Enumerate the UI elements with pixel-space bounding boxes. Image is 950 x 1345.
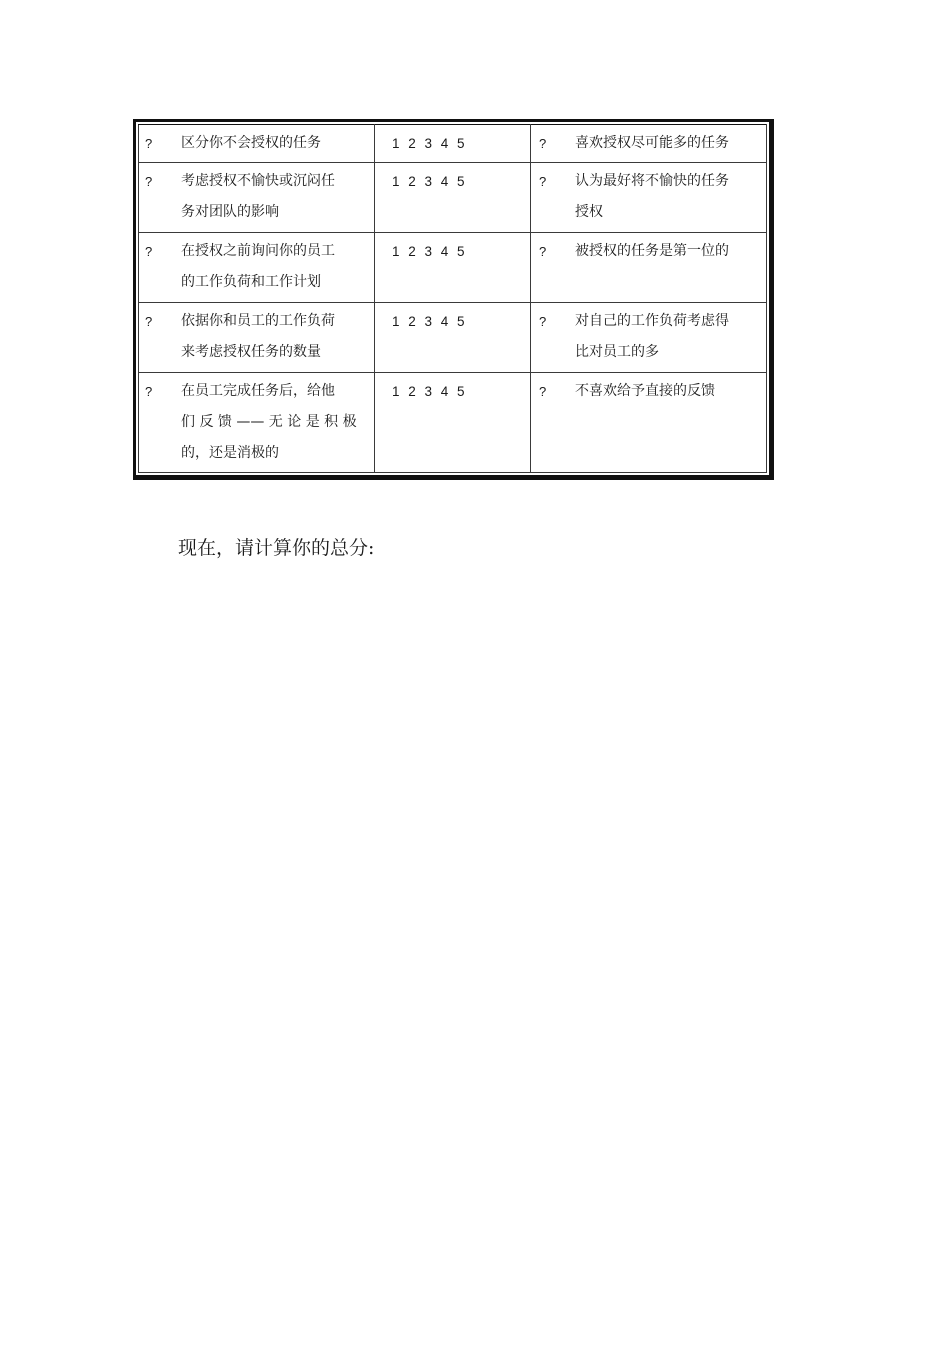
bullet-marker: ? [539,314,547,329]
bullet-marker: ? [539,384,547,399]
right-statement [575,306,766,368]
statement-line: 认为最好将不愉快的任务 [575,173,729,189]
left-statement [181,306,374,368]
statement-line: 们 反 馈 —— 无 论 是 积 极 [181,414,357,430]
statement-line: 在授权之前询问你的员工 [181,243,335,259]
bullet-marker: ? [539,174,547,189]
rating-scale[interactable]: 1 2 3 4 5 [392,244,466,259]
left-statement [181,376,374,469]
left-statement-cell [139,373,375,473]
right-statement-cell [531,233,767,303]
right-statement-cell [531,125,767,163]
statement-line: 区分你不会授权的任务 [181,135,321,151]
left-statement-cell [139,125,375,163]
right-statement [575,236,766,267]
statement-line: 依据你和员工的工作负荷 [181,313,335,329]
rating-scale-cell[interactable] [375,303,531,373]
rating-scale-cell[interactable] [375,125,531,163]
right-statement-cell [531,303,767,373]
left-statement [181,166,374,228]
left-statement [181,128,374,159]
right-statement [575,166,766,228]
statement-line: 务对团队的影响 [181,204,279,220]
rating-scale[interactable]: 1 2 3 4 5 [392,384,466,399]
rating-scale-cell[interactable] [375,373,531,473]
rating-scale[interactable]: 1 2 3 4 5 [392,174,466,189]
table-row [139,373,767,473]
right-statement-cell [531,373,767,473]
right-statement-cell [531,163,767,233]
statement-line: 的工作负荷和工作计划 [181,274,321,290]
statement-line: 不喜欢给予直接的反馈 [575,383,715,399]
statement-line: 对自己的工作负荷考虑得 [575,313,729,329]
bullet-marker: ? [145,314,153,329]
right-statement [575,376,766,407]
left-statement-cell [139,303,375,373]
rating-scale-cell[interactable] [375,233,531,303]
left-statement [181,236,374,298]
delegation-survey-table [138,124,767,473]
rating-scale[interactable]: 1 2 3 4 5 [392,314,466,329]
left-statement-cell [139,163,375,233]
right-statement [575,128,766,159]
bullet-marker: ? [539,136,547,151]
statement-line: 的，还是消极的 [181,445,279,461]
table-row [139,233,767,303]
bullet-marker: ? [539,244,547,259]
statement-line: 来考虑授权任务的数量 [181,344,321,360]
left-statement-cell [139,233,375,303]
total-score-prompt: 现在，请计算你的总分: [178,537,375,559]
survey-table-frame [133,119,774,480]
table-row [139,163,767,233]
rating-scale[interactable]: 1 2 3 4 5 [392,136,466,151]
bullet-marker: ? [145,174,153,189]
bullet-marker: ? [145,244,153,259]
statement-line: 考虑授权不愉快或沉闷任 [181,173,335,189]
table-row [139,303,767,373]
statement-line: 比对员工的多 [575,344,659,360]
statement-line: 在员工完成任务后，给他 [181,383,335,399]
statement-line: 喜欢授权尽可能多的任务 [575,135,729,151]
statement-line: 授权 [575,204,603,220]
statement-line: 被授权的任务是第一位的 [575,243,729,259]
bullet-marker: ? [145,136,153,151]
rating-scale-cell[interactable] [375,163,531,233]
bullet-marker: ? [145,384,153,399]
table-row [139,125,767,163]
